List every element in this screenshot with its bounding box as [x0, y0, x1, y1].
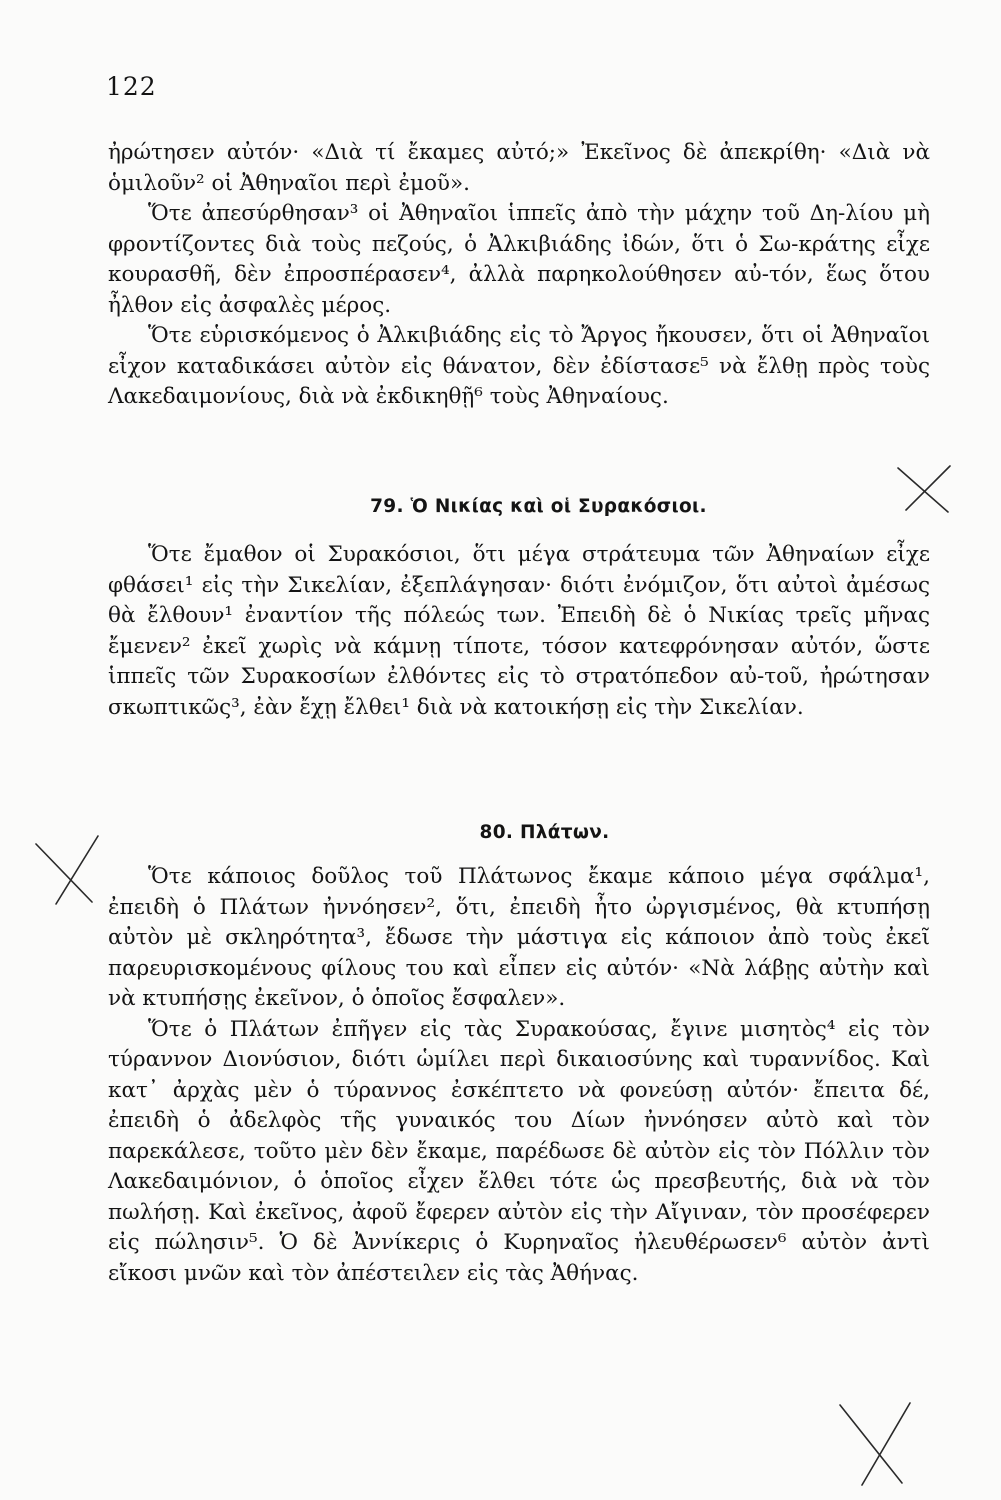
paragraph: Ὅτε ὁ Πλάτων ἐπῆγεν εἰς τὰς Συρακούσας, ἔγινε μισητὸς⁴ εἰς τὸν τύραννον Διονύσιον, διότι ὡμίλει περὶ δικαιοσύνης καὶ τυραννίδος. Καὶ κατ᾽ ἀρχὰς μὲν ὁ τύραννος ἐσκέπτετο νὰ φονεύσῃ αὐτόν· ἔπειτα δέ, ἐπειδὴ ὁ ἀδελφὸς τῆς γυναικός του Δίων ἠννόησεν αὐτὸ καὶ τὸν παρεκάλεσε, τοῦτο μὲν δὲν ἔκαμε, παρέδωσε δὲ αὐτὸν εἰς τὸν Πόλλιν τὸν Λακεδαιμόνιον, ὁ ὁποῖος εἶχεν ἔλθει τότε ὡς πρεσβευτής, διὰ νὰ τὸν πωλήσῃ. Καὶ ἐκεῖνος, ἀφοῦ ἔφερεν αὐτὸν εἰς τὴν Αἴγιναν, τὸν προσέφερεν εἰς πώλησιν⁵. Ὁ δὲ Ἀννίκερις ὁ Κυρηναῖος ἠλευθέρωσεν⁶ αὐτὸν ἀντὶ εἴκοσι μνῶν καὶ τὸν ἀπέστειλεν εἰς τὰς Ἀθήνας.	[108, 1016, 930, 1286]
section-80-body	[108, 862, 930, 1289]
paragraph: Ὅτε εὑρισκόμενος ὁ Ἀλκιβιάδης εἰς τὸ Ἄργος ἤκουσεν, ὅτι οἱ Ἀθηναῖοι εἶχον καταδικάσει αὐτὸν εἰς θάνατον, δὲν ἐδίστασε⁵ νὰ ἔλθῃ πρὸς τοὺς Λακεδαιμονίους, διὰ νὰ ἐκδικηθῇ⁶ τοὺς Ἀθηναίους.	[108, 323, 930, 409]
pen-cross-mark	[832, 1395, 922, 1490]
paragraph: Ὅτε ἀπεσύρθησαν³ οἱ Ἀθηναῖοι ἱππεῖς ἀπὸ τὴν μάχην τοῦ Δη-λίου μὴ φροντίζοντες διὰ τοὺς πεζούς, ὁ Ἀλκιβιάδης ἰδών, ὅτι ὁ Σω-κράτης εἶχε κουρασθῆ, δὲν ἐπροσπέρασεν⁴, ἀλλὰ παρηκολούθησεν αὐ-τόν, ἕως ὅτου ἦλθον εἰς ἀσφαλὲς μέρος.	[108, 201, 930, 318]
paragraph: ἠρώτησεν αὐτόν· «Διὰ τί ἔκαμες αὐτό;» Ἐκεῖνος δὲ ἀπεκρίθη· «Διὰ νὰ ὁμιλοῦν² οἱ Ἀθηναῖοι περὶ ἐμοῦ».	[108, 140, 930, 196]
section-79-heading: 79. Ὁ Νικίας καὶ οἱ Συρακόσιοι.	[370, 496, 707, 517]
paragraph: Ὅτε κάποιος δοῦλος τοῦ Πλάτωνος ἔκαμε κάποιο μέγα σφάλμα¹, ἐπειδὴ ὁ Πλάτων ἠννόησεν², ὅτι, ἐπειδὴ ἦτο ὠργισμένος, θὰ κτυπήσῃ αὐτὸν μὲ σκληρότητα³, ἔδωσε τὴν μάστιγα εἰς κάποιον ἀπὸ τοὺς ἐκεῖ παρευρισκομένους φίλους του καὶ εἶπεν εἰς αὐτόν· «Νὰ λάβῃς αὐτὴν καὶ νὰ κτυπήσῃς ἐκεῖνον, ὁ ὁποῖος ἔσφαλεν».	[108, 864, 930, 1011]
paragraph: Ὅτε ἔμαθον οἱ Συρακόσιοι, ὅτι μέγα στράτευμα τῶν Ἀθηναίων εἶχε φθάσει¹ εἰς τὴν Σικελίαν, ἐξεπλάγησαν· διότι ἐνόμιζον, ὅτι αὐτοὶ ἀμέσως θὰ ἔλθουν¹ ἐναντίον τῆς πόλεώς των. Ἐπειδὴ δὲ ὁ Νικίας τρεῖς μῆνας ἔμενεν² ἐκεῖ χωρὶς νὰ κάμνῃ τίποτε, τόσον κατεφρόνησαν αὐτόν, ὥστε ἱππεῖς τῶν Συρακοσίων ἐλθόντες εἰς τὸ στρατόπεδον αὐ-τοῦ, ἠρώτησαν σκωπτικῶς³, ἐὰν ἔχῃ ἔλθει¹ διὰ νὰ κατοικήσῃ εἰς τὴν Σικελίαν.	[108, 542, 930, 720]
section-80-heading: 80. Πλάτων.	[479, 822, 610, 843]
page-number: 122	[106, 72, 157, 101]
section-79-body	[108, 540, 930, 723]
section-78-continuation	[108, 138, 930, 413]
